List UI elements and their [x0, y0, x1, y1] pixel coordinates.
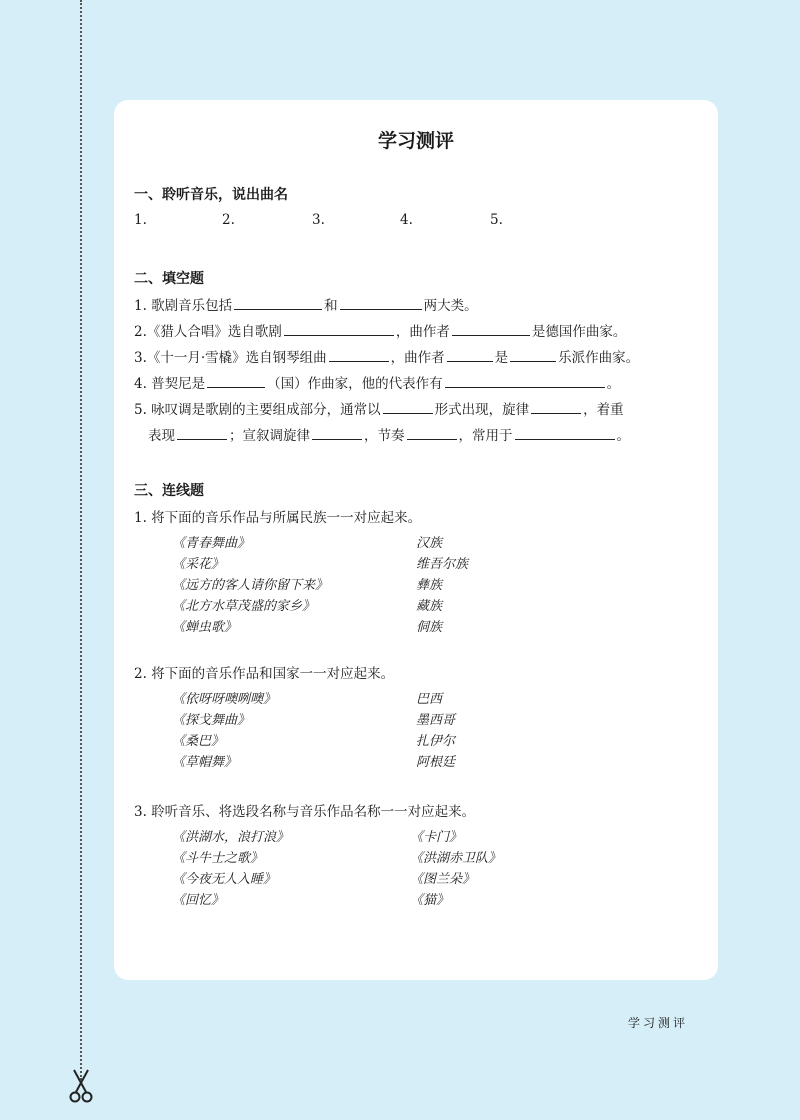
listen-item-4: 4.: [400, 212, 413, 228]
fill-question-1: [134, 294, 478, 314]
q5b-text-d: ，常用于: [458, 428, 513, 444]
q3-text-c: 是: [494, 350, 509, 366]
match3-left-3[interactable]: 《今夜无人入睡》: [172, 872, 277, 887]
match1-right-1[interactable]: 汉族: [416, 536, 443, 551]
fill-question-3: [134, 346, 639, 366]
answer-blank[interactable]: [284, 322, 394, 336]
q5-text-b: 形式出现，旋律: [434, 402, 530, 418]
match1-left-2[interactable]: 《采花》: [172, 557, 225, 572]
answer-blank[interactable]: [452, 322, 530, 336]
match2-right-1[interactable]: 巴西: [416, 692, 443, 707]
answer-blank[interactable]: [340, 296, 422, 310]
page-title: 学习测评: [377, 130, 454, 152]
q4-text-a: 4. 普契尼是: [134, 376, 206, 392]
match2-right-4[interactable]: 阿根廷: [416, 755, 456, 770]
match1-left-4[interactable]: 《北方水草茂盛的家乡》: [172, 599, 316, 614]
answer-blank[interactable]: [312, 426, 362, 440]
answer-blank[interactable]: [234, 296, 322, 310]
answer-blank[interactable]: [383, 400, 433, 414]
footer-label: 学习测评: [628, 1016, 689, 1030]
listen-item-3: 3.: [312, 212, 325, 228]
q1-text-b: 和: [324, 298, 338, 314]
q3-text-d: 乐派作曲家。: [558, 350, 640, 366]
q5b-text-a: 表现: [148, 428, 175, 444]
match1-right-5[interactable]: 侗族: [416, 620, 443, 635]
match2-left-3[interactable]: 《桑巴》: [172, 734, 225, 749]
q5b-text-c: ，节奏: [364, 428, 405, 444]
match1-left-3[interactable]: 《远方的客人请你留下来》: [172, 578, 329, 593]
match3-right-3[interactable]: 《图兰朵》: [410, 872, 476, 887]
answer-blank[interactable]: [515, 426, 615, 440]
fill-question-2: [134, 320, 626, 340]
q5-text-c: ，着重: [583, 402, 624, 418]
match3-left-4[interactable]: 《回忆》: [172, 893, 225, 908]
answer-blank[interactable]: [447, 348, 493, 362]
section3-heading: 三、连线题: [134, 483, 204, 499]
answer-blank[interactable]: [177, 426, 227, 440]
listen-item-1: 1.: [134, 212, 147, 228]
match3-right-2[interactable]: 《洪湖赤卫队》: [410, 851, 502, 866]
match-question-3-prompt: 3. 聆听音乐、将选段名称与音乐作品名称一一对应起来。: [134, 804, 476, 820]
q5b-text-e: 。: [616, 428, 630, 444]
listen-item-2: 2.: [222, 212, 235, 228]
q4-text-c: 。: [606, 376, 621, 392]
answer-blank[interactable]: [407, 426, 457, 440]
match1-left-1[interactable]: 《青春舞曲》: [172, 536, 251, 551]
fill-question-5-cont: [148, 424, 630, 444]
match3-left-2[interactable]: 《斗牛士之歌》: [172, 851, 264, 866]
match1-right-3[interactable]: 彝族: [416, 578, 443, 593]
match1-right-2[interactable]: 维吾尔族: [416, 557, 469, 572]
answer-blank[interactable]: [207, 374, 265, 388]
match3-right-1[interactable]: 《卡门》: [410, 830, 463, 845]
answer-blank[interactable]: [510, 348, 556, 362]
match2-left-2[interactable]: 《探戈舞曲》: [172, 713, 251, 728]
answer-blank[interactable]: [329, 348, 389, 362]
q5b-text-b: ；宣叙调旋律: [229, 428, 310, 444]
q3-text-a: 3.《十一月·雪橇》选自钢琴组曲: [134, 350, 327, 366]
q5-text-a: 5. 咏叹调是歌剧的主要组成部分，通常以: [134, 402, 381, 418]
fill-question-4: [134, 372, 620, 392]
match-question-1-prompt: 1. 将下面的音乐作品与所属民族一一对应起来。: [134, 510, 422, 526]
q4-text-b: （国）作曲家，他的代表作有: [267, 376, 443, 392]
match2-right-2[interactable]: 墨西哥: [416, 713, 456, 728]
answer-blank[interactable]: [531, 400, 581, 414]
q2-text-a: 2.《猎人合唱》选自歌剧: [134, 324, 282, 340]
listen-item-5: 5.: [490, 212, 503, 228]
section1-heading: 一、聆听音乐，说出曲名: [134, 187, 288, 203]
match2-right-3[interactable]: 扎伊尔: [416, 734, 456, 749]
q2-text-b: ，曲作者: [395, 324, 450, 340]
match2-left-1[interactable]: 《依呀呀噢咧噢》: [172, 692, 277, 707]
answer-blank[interactable]: [445, 374, 605, 388]
match-question-2-prompt: 2. 将下面的音乐作品和国家一一对应起来。: [134, 666, 395, 682]
match1-right-4[interactable]: 藏族: [416, 599, 443, 614]
q3-text-b: ，曲作者: [390, 350, 445, 366]
fill-question-5: [134, 398, 624, 418]
section2-heading: 二、填空题: [134, 271, 204, 287]
match3-left-1[interactable]: 《洪湖水，浪打浪》: [172, 830, 290, 845]
worksheet-card: [114, 100, 718, 980]
q2-text-c: 是德国作曲家。: [531, 324, 627, 340]
q1-text-c: 两大类。: [423, 298, 478, 314]
match2-left-4[interactable]: 《草帽舞》: [172, 755, 238, 770]
match1-left-5[interactable]: 《蝉虫歌》: [172, 620, 238, 635]
scissors-icon: [68, 1068, 94, 1104]
cut-line: [80, 0, 82, 1080]
q1-text-a: 1. 歌剧音乐包括: [134, 298, 233, 314]
match3-right-4[interactable]: 《猫》: [410, 893, 450, 908]
